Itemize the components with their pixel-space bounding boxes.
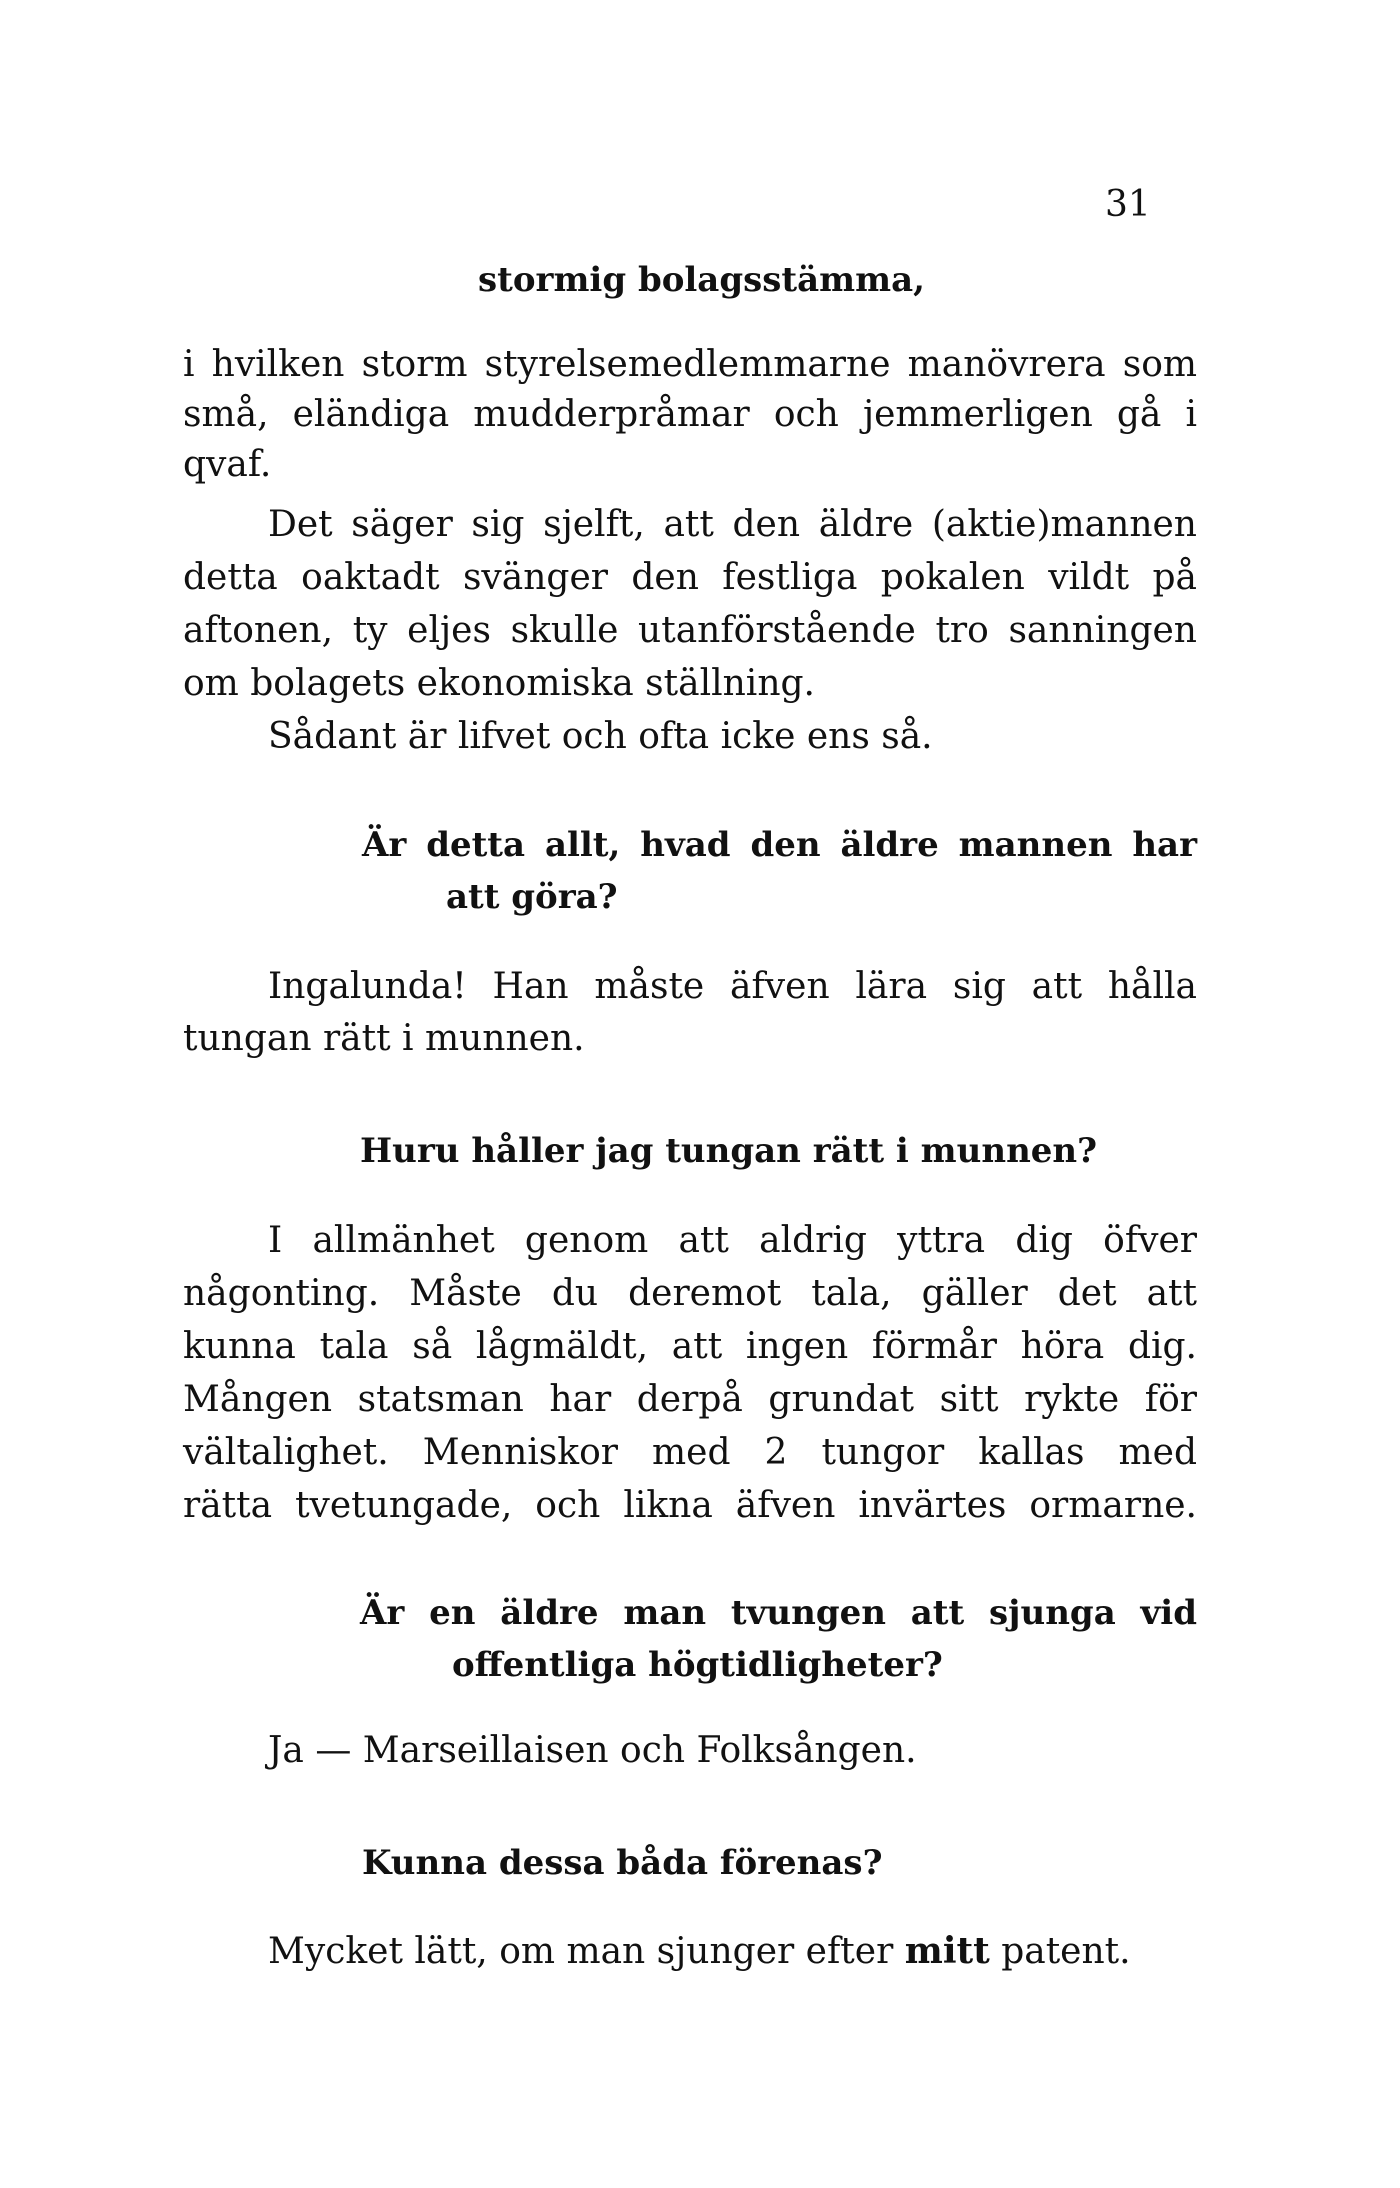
paragraph-line: aftonen, ty eljes skulle utanförstående tro sanningen xyxy=(183,610,1197,651)
paragraph-line: qvaf. xyxy=(183,444,272,485)
answer-line: Ja — Marseillaisen och Folksången. xyxy=(268,1730,917,1771)
question-heading: Huru håller jag tungan rätt i munnen? xyxy=(360,1131,1098,1171)
answer-line: kunna tala så lågmäldt, att ingen förmår höra dig. xyxy=(183,1326,1197,1367)
question-heading: offentliga högtidligheter? xyxy=(452,1645,943,1685)
answer-line xyxy=(268,1926,1197,1977)
page-number: 31 xyxy=(1105,184,1151,225)
answer-line: rätta tvetungade, och likna äfven invärtes ormarne. xyxy=(183,1485,1197,1526)
paragraph-line: Det säger sig sjelft, att den äldre (aktie)mannen xyxy=(268,504,1197,545)
answer-line: Ingalunda! Han måste äfven lära sig att hålla xyxy=(268,966,1197,1007)
question-heading: Är en äldre man tvungen att sjunga vid xyxy=(360,1593,1197,1633)
paragraph-line: små, eländiga mudderpråmar och jemmerligen gå i xyxy=(183,394,1197,435)
question-heading: att göra? xyxy=(446,877,618,917)
emphasis-text: mitt xyxy=(904,1930,990,1972)
answer-text: patent. xyxy=(989,1931,1131,1972)
paragraph-line: i hvilken storm styrelsemedlemmarne manövrera som xyxy=(183,344,1197,385)
paragraph-line: Sådant är lifvet och ofta icke ens så. xyxy=(268,716,933,757)
answer-line: någonting. Måste du deremot tala, gäller det att xyxy=(183,1273,1197,1314)
section-heading: stormig bolagsstämma, xyxy=(478,260,925,300)
answer-text: Mycket lätt, om man sjunger efter xyxy=(268,1931,905,1972)
paragraph-line: detta oaktadt svänger den festliga pokalen vildt på xyxy=(183,557,1197,598)
answer-line: vältalighet. Menniskor med 2 tungor kallas med xyxy=(183,1432,1197,1473)
answer-line: Mången statsman har derpå grundat sitt rykte för xyxy=(183,1379,1197,1420)
answer-line: I allmänhet genom att aldrig yttra dig öfver xyxy=(268,1220,1197,1261)
answer-line: tungan rätt i munnen. xyxy=(183,1018,585,1059)
question-heading: Är detta allt, hvad den äldre mannen har xyxy=(362,825,1197,865)
question-heading: Kunna dessa båda förenas? xyxy=(362,1843,883,1883)
paragraph-line: om bolagets ekonomiska ställning. xyxy=(183,663,815,704)
